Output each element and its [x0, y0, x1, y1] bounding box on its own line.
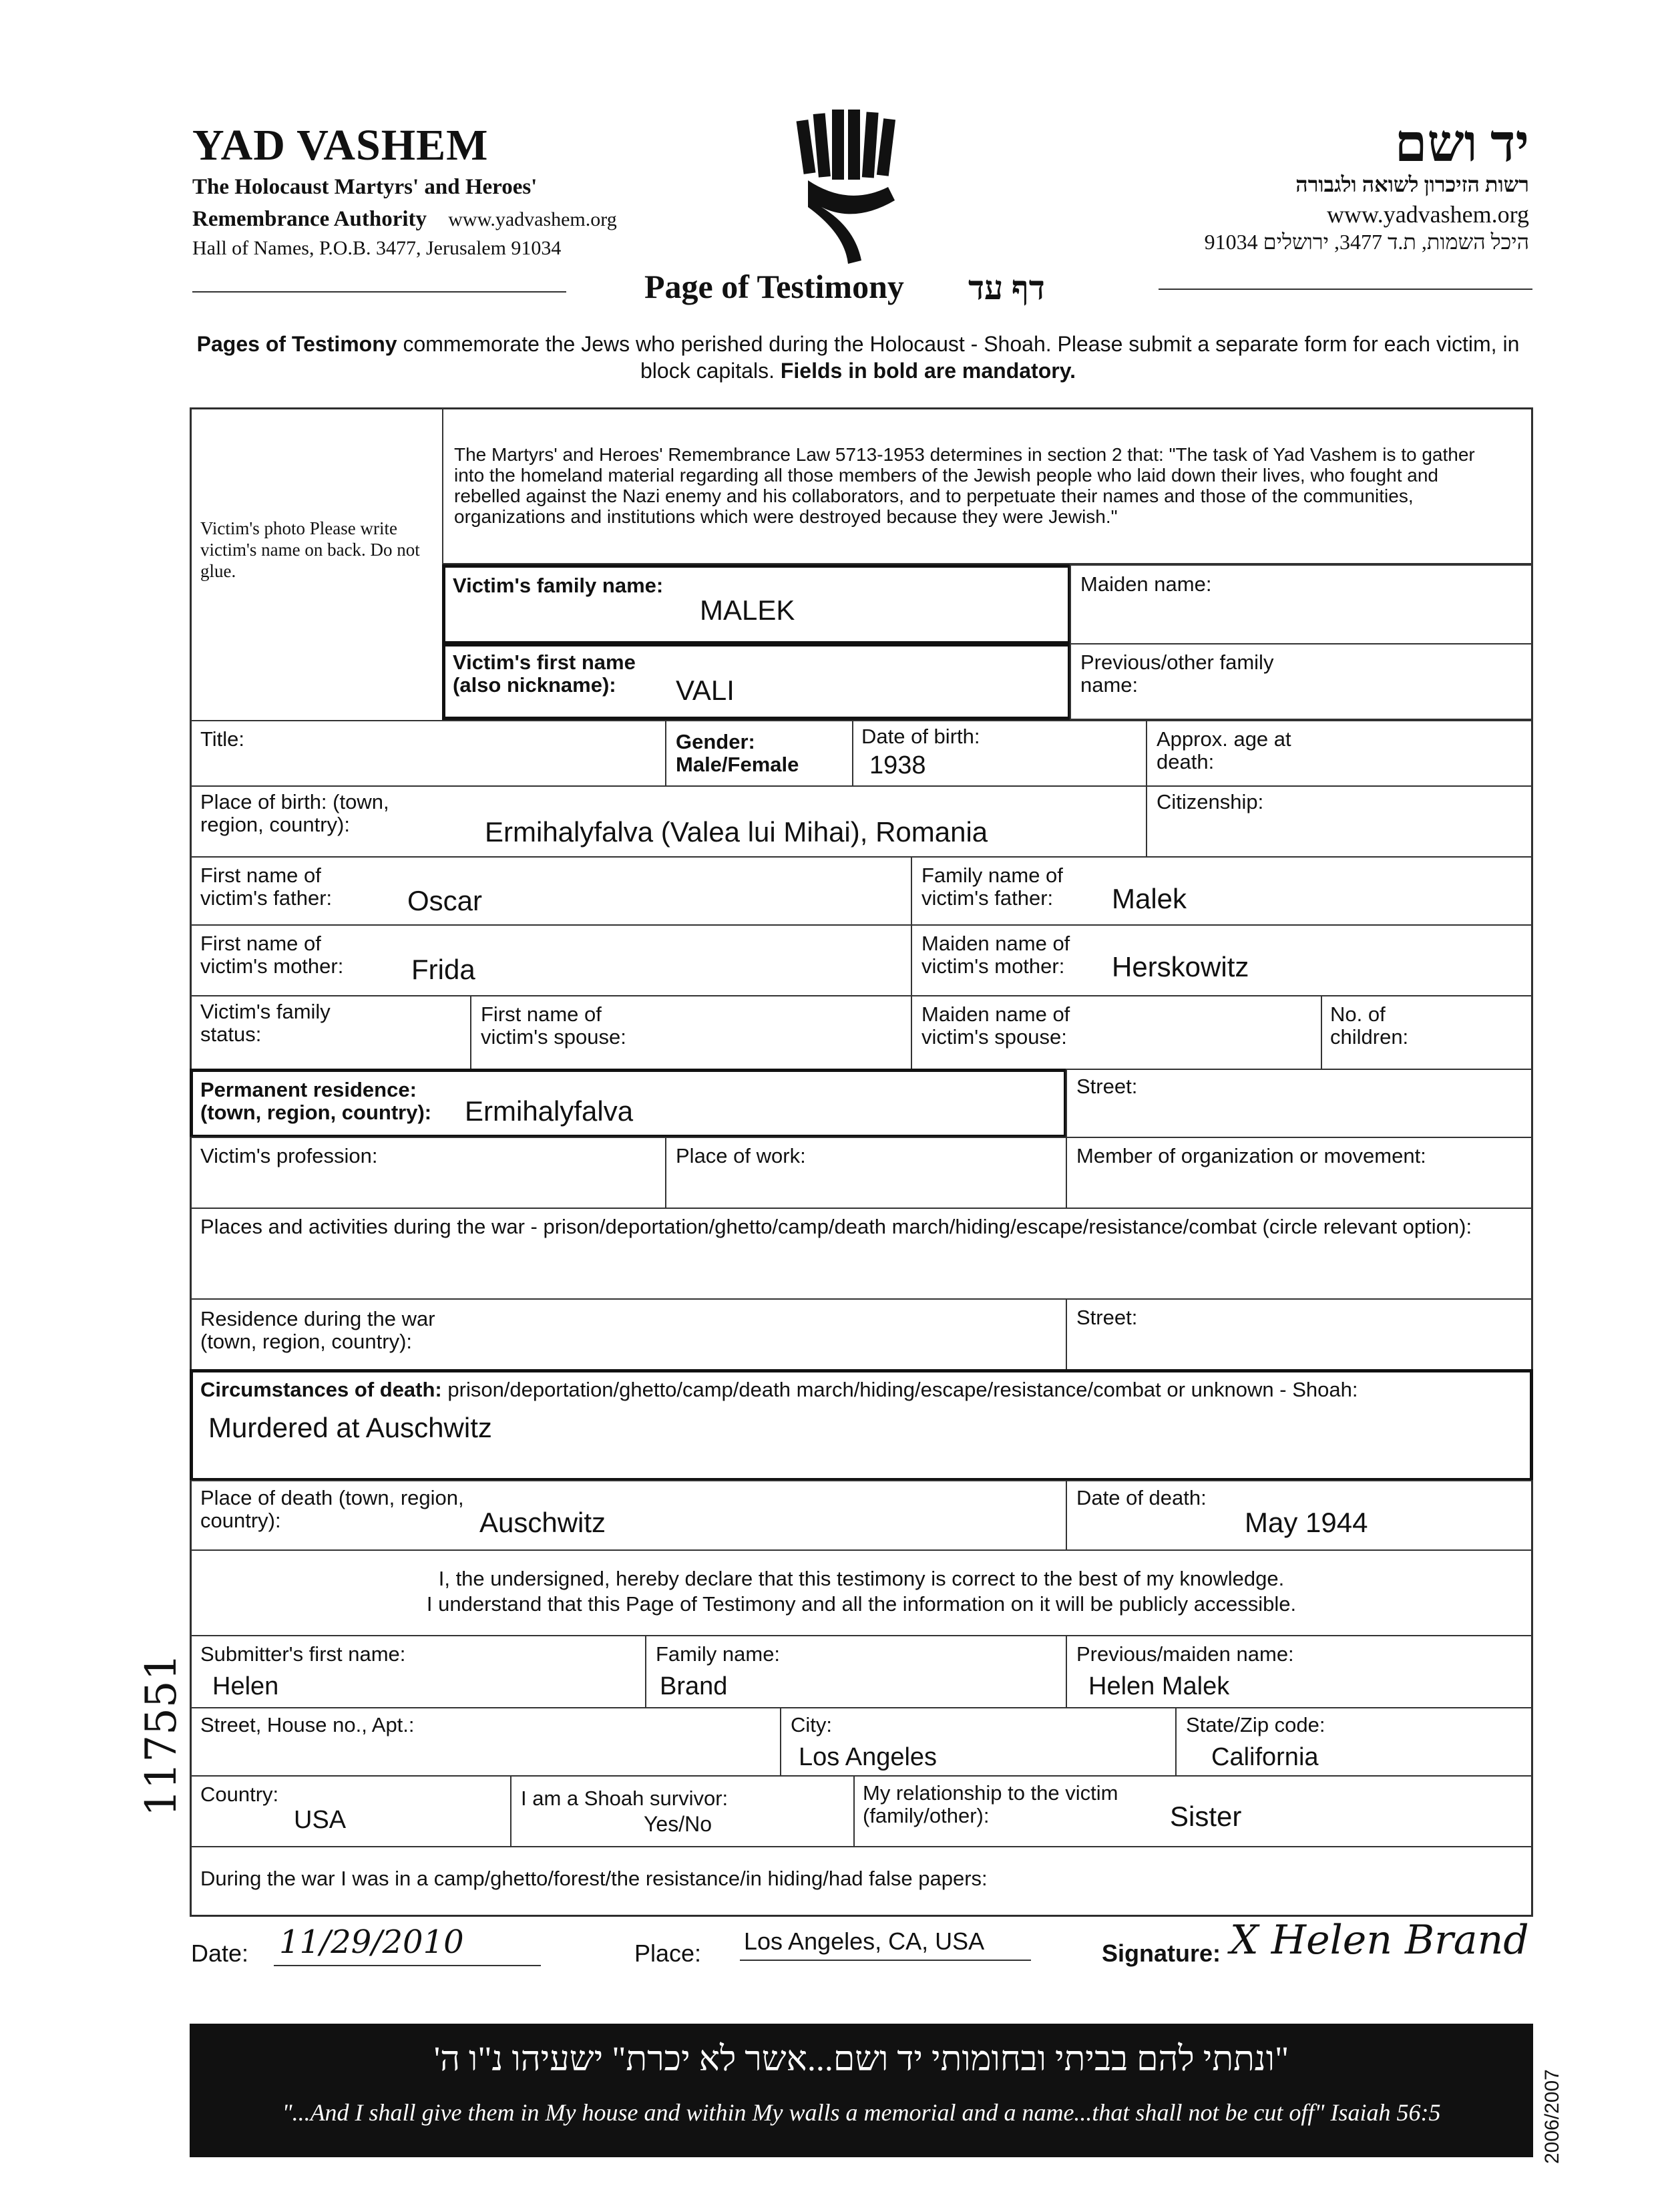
mother-maiden-label: Maiden name of victim's mother:: [921, 932, 1070, 978]
survivor-value[interactable]: Yes/No: [644, 1812, 712, 1836]
children-label: No. of children:: [1330, 1002, 1409, 1049]
mother-first-label: First name of victim's mother:: [200, 932, 344, 978]
footer-hebrew-quote: "ונתתי להם בביתי ובחומותי יד ושם...אשר לא יכרת" ישעיהו נ"ו ה': [433, 2040, 1289, 2078]
form-title: Page of Testimony: [644, 268, 904, 305]
father-family-label: Family name of victim's father:: [921, 864, 1063, 910]
residence-value[interactable]: Ermihalyfalva: [465, 1095, 634, 1127]
mother-first-value[interactable]: Frida: [411, 954, 475, 985]
circumstances-value[interactable]: Murdered at Auschwitz: [208, 1412, 492, 1443]
address-he: היכל השמות, ת.ד 3477, ירושלים 91034: [1204, 230, 1529, 254]
org-name-en: YAD VASHEM: [192, 121, 489, 170]
father-family-value[interactable]: Malek: [1112, 883, 1187, 914]
war-street-label: Street:: [1076, 1306, 1138, 1329]
intro-text: [194, 331, 1522, 384]
declaration-line2: I understand that this Page of Testimony and all the information on it will be publicly accessible.: [426, 1592, 1297, 1616]
header-rule-right: [1159, 289, 1532, 290]
intro-bold: Pages of Testimony: [196, 332, 397, 356]
family-name-label: Victim's family name:: [453, 574, 664, 597]
title-cell[interactable]: [190, 720, 666, 787]
father-first-label: First name of victim's father:: [200, 864, 333, 910]
intro-mandatory: Fields in bold are mandatory.: [780, 359, 1076, 383]
family-status-label: Victim's family status:: [200, 1000, 331, 1046]
address-en: Hall of Names, P.O.B. 3477, Jerusalem 91034: [192, 237, 562, 259]
dod-label: Date of death:: [1076, 1486, 1207, 1509]
org-name-he: יד ושם: [1394, 114, 1529, 172]
residence-label: Permanent residence: (town, region, country):: [200, 1078, 432, 1124]
first-name-value[interactable]: VALI: [676, 675, 735, 706]
state-label: State/Zip code:: [1186, 1713, 1325, 1736]
date-value[interactable]: 11/29/2010: [279, 1923, 464, 1961]
date-label: Date:: [191, 1940, 249, 1967]
signature-label: Signature:: [1102, 1940, 1221, 1967]
street-house-label: Street, House no., Apt.:: [200, 1713, 415, 1736]
profession-label: Victim's profession:: [200, 1144, 378, 1167]
website-he[interactable]: www.yadvashem.org: [1327, 201, 1529, 228]
spouse-first-label: First name of victim's spouse:: [481, 1002, 626, 1049]
war-camp-label: During the war I was in a camp/ghetto/forest/the resistance/in hiding/had false papers:: [200, 1867, 988, 1890]
place-value[interactable]: Los Angeles, CA, USA: [744, 1927, 985, 1955]
yad-vashem-logo-icon: [795, 107, 908, 267]
pod-label: Place of death (town, region, country):: [200, 1486, 464, 1532]
age-label: Approx. age at death:: [1157, 727, 1291, 773]
pob-value[interactable]: Ermihalyfalva (Valea lui Mihai), Romania: [485, 816, 988, 848]
sub-family-label: Family name:: [656, 1642, 781, 1666]
pob-label: Place of birth: (town, region, country):: [200, 790, 389, 836]
sub-prev-label: Previous/maiden name:: [1076, 1642, 1294, 1666]
place-label: Place:: [634, 1940, 702, 1967]
first-name-label: Victim's first name (also nickname):: [453, 651, 636, 697]
country-label: Country:: [200, 1783, 279, 1806]
citizenship-label: Citizenship:: [1157, 790, 1264, 813]
sub-first-value[interactable]: Helen: [212, 1672, 279, 1700]
member-label: Member of organization or movement:: [1076, 1144, 1426, 1167]
prev-family-label: Previous/other family name:: [1080, 651, 1274, 697]
title-label: Title:: [200, 727, 245, 751]
org-subtitle-line2-text: Remembrance Authority: [192, 207, 427, 231]
war-residence-label: Residence during the war (town, region, country):: [200, 1307, 435, 1353]
sub-first-label: Submitter's first name:: [200, 1642, 406, 1666]
survivor-label: I am a Shoah survivor:: [521, 1787, 729, 1810]
work-label: Place of work:: [676, 1144, 806, 1167]
org-subtitle-line2: [192, 207, 617, 232]
maiden-name-label: Maiden name:: [1080, 572, 1212, 596]
footer-band: [190, 2024, 1533, 2157]
city-value[interactable]: Los Angeles: [799, 1743, 938, 1771]
dob-value[interactable]: 1938: [869, 751, 926, 779]
city-label: City:: [791, 1713, 832, 1736]
mother-maiden-value[interactable]: Herskowitz: [1112, 951, 1249, 982]
gender-label: Gender: Male/Female: [676, 730, 799, 776]
form-title-he: דף עד: [968, 269, 1045, 307]
margin-number: 117551: [137, 1653, 186, 1817]
places-label: Places and activities during the war - prison/deportation/ghetto/camp/death march/hiding/escape/resistance/combat (circle relevant option):: [200, 1215, 1472, 1238]
date-underline: [274, 1965, 541, 1966]
family-name-value[interactable]: MALEK: [700, 594, 795, 626]
footer-english-quote: "...And I shall give them in My house and within My walls a memorial and a name...that shall not be cut off" Isaiah 56:5: [282, 2099, 1441, 2126]
relationship-label: My relationship to the victim (family/other):: [863, 1781, 1118, 1827]
place-underline: [740, 1960, 1031, 1961]
spouse-maiden-label: Maiden name of victim's spouse:: [921, 1002, 1070, 1049]
dob-label: Date of birth:: [861, 725, 980, 748]
org-subtitle-he: רשות הזיכרון לשואה ולגבורה: [1295, 172, 1529, 196]
father-first-value[interactable]: Oscar: [407, 885, 483, 916]
country-value[interactable]: USA: [294, 1806, 347, 1834]
dod-value[interactable]: May 1944: [1245, 1507, 1368, 1538]
form-code: 2006/2007: [1541, 2069, 1563, 2164]
street-label: Street:: [1076, 1075, 1138, 1098]
signature-value[interactable]: X Helen Brand: [1230, 1917, 1529, 1964]
header-rule-left: [192, 291, 566, 293]
sub-prev-value[interactable]: Helen Malek: [1088, 1672, 1230, 1700]
state-value[interactable]: California: [1211, 1743, 1319, 1771]
org-subtitle-line1: The Holocaust Martyrs' and Heroes': [192, 175, 538, 199]
intro-body: commemorate the Jews who perished during the Holocaust - Shoah. Please submit a separate form for each victim, in block capitals.: [397, 332, 1520, 383]
photo-label: Victim's photo Please write victim's name on back. Do not glue.: [200, 518, 420, 581]
sub-family-value[interactable]: Brand: [660, 1672, 728, 1700]
relationship-value[interactable]: Sister: [1170, 1801, 1242, 1832]
pod-value[interactable]: Auschwitz: [479, 1507, 606, 1538]
declaration-text: [194, 1566, 1529, 1617]
website-en[interactable]: www.yadvashem.org: [448, 208, 617, 230]
law-text: The Martyrs' and Heroes' Remembrance Law 5713-1953 determines in section 2 that: "The task of Yad Vashem is to gather into the homeland material regarding all those members of the Jewish people who laid down their lives, who fought and rebelled against the Nazi enemy and his collaborators, and to perpetuate their names and those of the communities, organizations and institutions which were destroyed because they were Jewish.": [454, 444, 1475, 527]
declaration-line1: I, the undersigned, hereby declare that this testimony is correct to the best of my knowledge.: [438, 1567, 1285, 1590]
circumstances-label: Circumstances of death: prison/deportation/ghetto/camp/death march/hiding/escape/resistance/combat or unknown - Shoah:: [200, 1378, 1358, 1401]
